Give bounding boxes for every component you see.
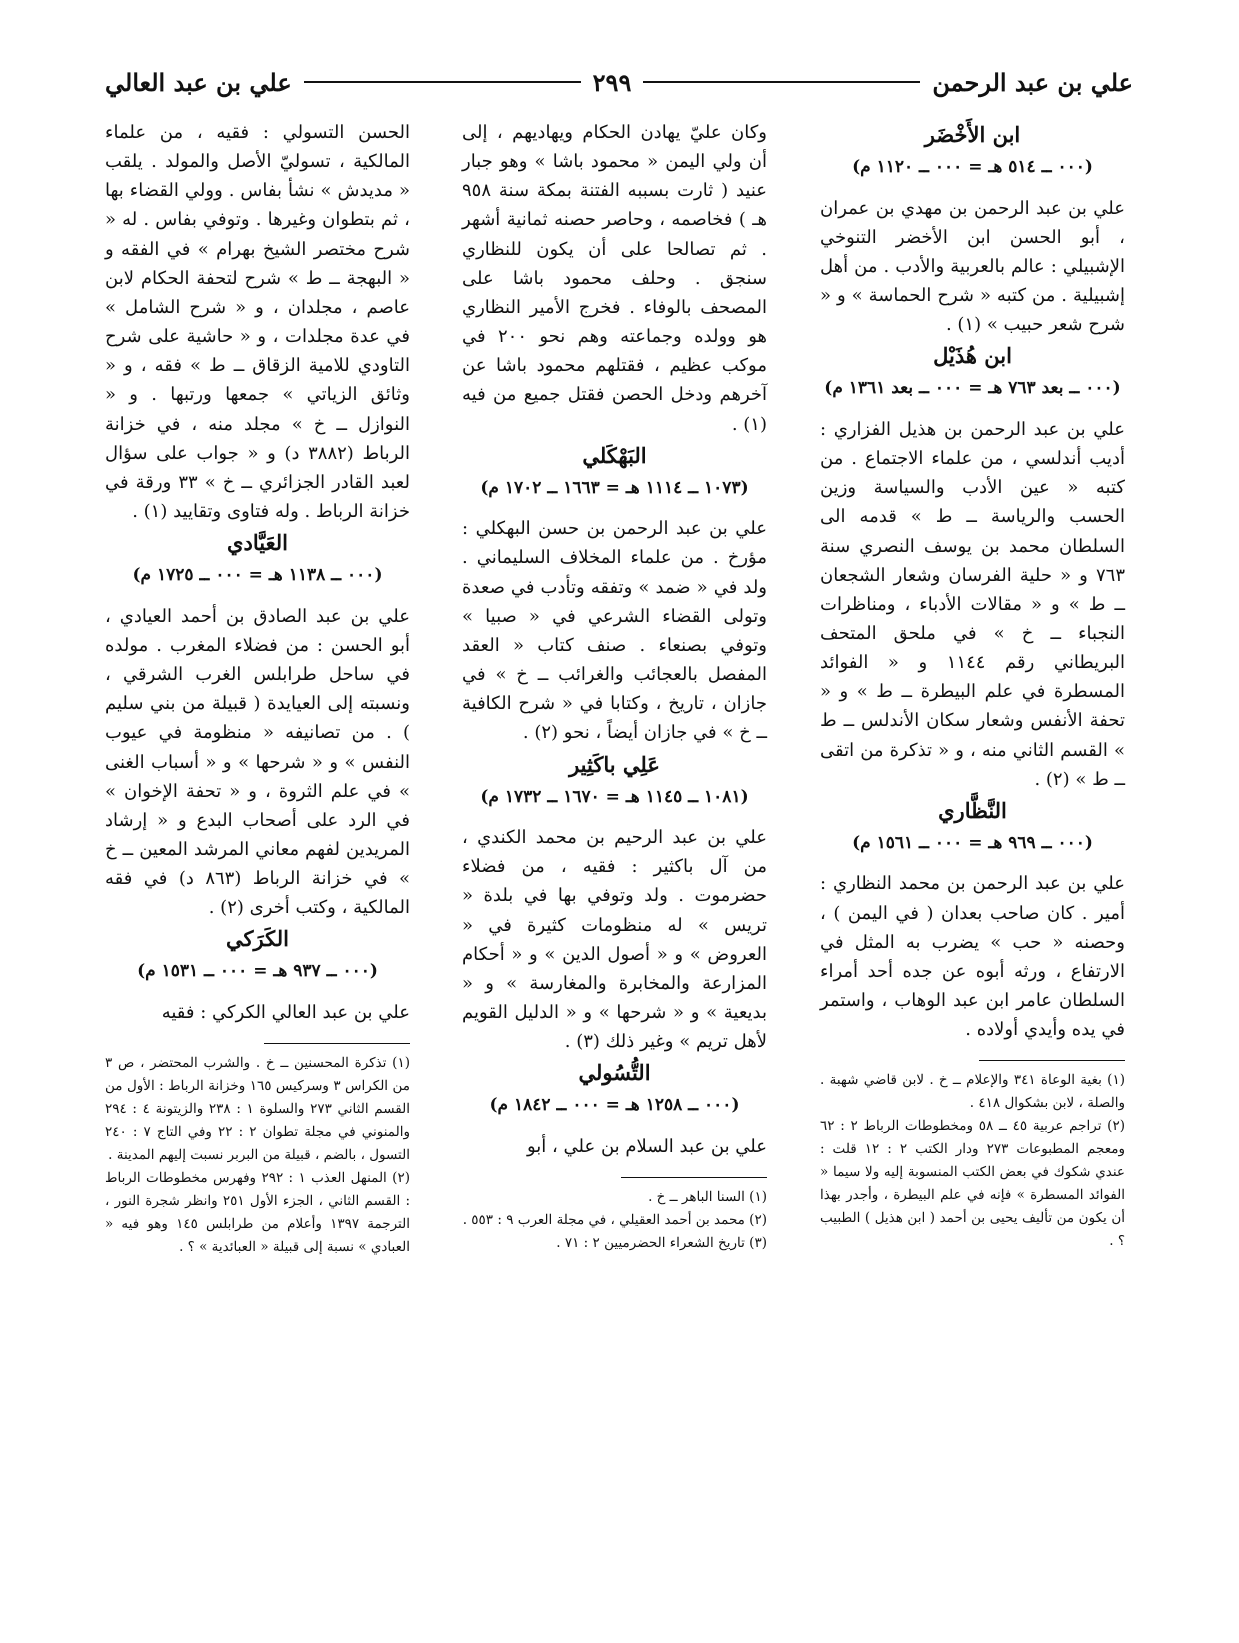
- entry-title: التُّسُولي: [578, 1060, 651, 1086]
- header-left-heading: علي بن عبد العالي: [105, 67, 292, 97]
- entry-body: علي بن عبد السلام بن علي ، أبو: [526, 1135, 767, 1157]
- header-right-heading: علي بن عبد الرحمن: [932, 67, 1133, 97]
- footnote: (٢) المنهل العذب ١ : ٢٩٢ وفهرس مخطوطات الرباط : القسم الثاني ، الجزء الأول ٢٥١ وانظر شجرة النور ، الترجمة ١٣٩٧ وأعلام من طرابلس ١٤٥ وهو فيه « العبادي » نسبة إلى قبيلة « العبائدية » ؟ .: [105, 1169, 410, 1255]
- entry-body: علي بن عبد الرحمن بن هذيل الفزاري : أديب أندلسي ، من علماء الاجتماع . من كتبه « عين الأدب والسياسة وزين الحسب والرياسة ــ ط » قدمه الى السلطان محمد بن يوسف النصري سنة ٧٦٣ و « حلية الفرسان وشعار الشجعان ــ ط » و « مقالات الأدباء ، ومناظرات النجباء ــ خ » في ملحق المتحف البريطاني رقم ١١٤٤ و « الفوائد المسطرة في علم البيطرة ــ ط » و « تحفة الأنفس وشعار سكان الأندلس ــ ط » القسم الثاني منه ، و « تذكرة من اتقى ــ ط » (٢) .: [820, 418, 1126, 790]
- entry-body: علي بن عبد العالي الكركي : فقيه: [161, 1002, 410, 1023]
- column-left: [105, 118, 410, 1259]
- entry-title: الكَرَكي: [226, 926, 289, 952]
- column-middle: [462, 118, 767, 1255]
- entry-dates: (٠٠٠ ــ ١٢٥٨ هـ = ٠٠٠ ــ ١٨٤٢ م): [489, 1095, 740, 1116]
- entry-dates: (٠٠٠ ــ بعد ٧٦٣ هـ = ٠٠٠ ــ بعد ١٣٦١ م): [824, 378, 1121, 399]
- entry-title: البَهْكَلي: [582, 442, 647, 468]
- footnote: (٢) تراجم عربية ٤٥ ــ ٥٨ ومخطوطات الرباط ٢ : ٦٢ ومعجم المطبوعات ٢٧٣ ودار الكتب ٢ : ١٢ قلت : عندي شكوك في بعض الكتب المنسوبة إليه ولا سيما « الفوائد المسطرة » فإنه في علم البيطرة ، وأجدر بهذا أن يكون من تأليف يحيى بن أحمد ( ابن هذيل ) الطبيب ؟ .: [820, 1118, 1126, 1249]
- entry-body: علي بن عبد الرحيم بن محمد الكندي ، من آل باكثير : فقيه ، من فضلاء حضرموت . ولد وتوفي بها في بلدة « تريس » له منظومات كثيرة في « العروض » و « أصول الدين » و « أحكام المزارعة والمخابرة والمغارسة » و « بديعية » و « شرحها » و « الدليل القويم لأهل تريم » وغير ذلك (٣) .: [462, 827, 767, 1053]
- entry-continuation: الحسن التسولي : فقيه ، من علماء المالكية ، تسوليّ الأصل والمولد . يلقب « مديدش » نشأ بفاس . وولي القضاء بها ، ثم بتطوان وغيرها . وتوفي بفاس . له « شرح مختصر الشيخ بهرام » في الفقه و « البهجة ــ ط » شرح لتحفة الحكام لابن عاصم ، مجلدان ، و « شرح الشامل » في عدة مجلدات ، و « حاشية على شرح التاودي للامية الزقاق ــ ط » فقه ، و « وثائق الزياتي » جمعها ورتبها . و « النوازل ــ خ » مجلد منه ، في خزانة الرباط (٣٨٨٢ د) و « جواب على سؤال لعبد القادر الجزائري ــ خ » ٣٣ ورقة في خزانة الرباط . وله فتاوى وتقاييد (١) .: [105, 122, 410, 523]
- entry-dates: (٠٠٠ ــ ٩٣٧ هـ = ٠٠٠ ــ ١٥٣١ م): [137, 961, 378, 982]
- entry-body: علي بن عبد الصادق بن أحمد العيادي ، أبو الحسن : من فضلاء المغرب . مولده في ساحل طرابلس الغرب الشرقي ، ونسبته إلى العيايدة ( قبيلة من بني سليم ) . من تصانيفه « منظومة في عيوب النفس » و « شرحها » و « أسباب الغنى » في علم الثروة ، و « تحفة الإخوان » في الرد على أصحاب البدع و « إرشاد المريدين لفهم معاني المرشد المعين ــ خ » في خزانة الرباط (٨٦٣ د) في فقه المالكية ، وكتب أخرى (٢) .: [105, 605, 411, 919]
- running-header: [105, 62, 1133, 102]
- footnote: (١) بغية الوعاة ٣٤١ والإعلام ــ خ . لابن قاضي شهبة . والصلة ، لابن بشكوال ٤١٨ .: [820, 1072, 1125, 1112]
- page-number: ٢٩٩: [592, 67, 632, 97]
- entry-title: ابن هُذَيْل: [933, 343, 1012, 369]
- footnote-rule: [621, 1177, 767, 1178]
- entry-title: العَيَّادي: [227, 530, 288, 556]
- entry-title: عَلِي باكَثِير: [569, 751, 660, 777]
- header-rule-right: [643, 81, 920, 83]
- entry-body: علي بن عبد الرحمن بن حسن البهكلي : مؤرخ . من علماء المخلاف السليماني . ولد في « ضمد » وتفقه وتأدب في صعدة وتولى القضاء الشرعي في « صبيا » وتوفي بصنعاء . صنف كتاب « العقد المفصل بالعجائب والغرائب ــ خ » في جازان ، تاريخ ، وكتابا في « شرح الكافية ــ خ » في جازان أيضاً ، نحو (٢) .: [462, 518, 767, 744]
- header-rule-left: [304, 81, 581, 83]
- footnote-rule: [264, 1043, 410, 1044]
- entry-body: علي بن عبد الرحمن بن محمد النظاري : أمير . كان صاحب بعدان ( في اليمن ) ، وحصنه « حب » يضرب به المثل في الارتفاع ، ورثه أبوه عن جده أحد أمراء السلطان عامر ابن عبد الوهاب ، واستمر في يده وأيدي أولاده .: [820, 873, 1125, 1041]
- entry-continuation: وكان عليّ يهادن الحكام ويهاديهم ، إلى أن ولي اليمن « محمود باشا » وهو جبار عنيد ( ثارت بسببه الفتنة بمكة سنة ٩٥٨ هـ ) فخاصمه ، وحاصر حصنه ثمانية أشهر . ثم تصالحا على أن يكون للنظاري سنجق . وحلف محمود باشا على المصحف بالوفاء . فخرج الأمير النظاري هو وولده وجماعته وهم نحو ٢٠٠ في موكب عظيم ، فقتلهم محمود باشا عن آخرهم ودخل الحصن فقتل جميع من فيه (١) .: [462, 122, 767, 435]
- entry-dates: (٠٠٠ ــ ٥١٤ هـ = ٠٠٠ ــ ١١٢٠ م): [852, 157, 1093, 178]
- footnote: (١) تذكرة المحسنين ــ خ . والشرب المحتضر ، ص ٣ من الكراس ٣ وسركيس ١٦٥ وخزانة الرباط : الأول من القسم الثاني ٢٧٣ والسلوة ١ : ٢٣٨ والزيتونة ٤ : ٢٩٤ والمنوني في مجلة تطوان ٢ : ٢٢ وفي التاج ٧ : ٢٤٠ التسول ، بالضم ، قبيلة من البربر نسبت إليهم المدينة .: [105, 1055, 410, 1163]
- footnote-rule: [979, 1060, 1125, 1061]
- entry-dates: (١٠٨١ ــ ١١٤٥ هـ = ١٦٧٠ ــ ١٧٣٢ م): [480, 786, 749, 807]
- entry-title: النَّظَّاري: [938, 797, 1007, 823]
- footnote: (٢) محمد بن أحمد العقيلي ، في مجلة العرب ٩ : ٥٥٣ .: [462, 1211, 767, 1228]
- footnote: (١) السنا الباهر ــ خ .: [648, 1189, 767, 1206]
- footnote: (٣) تاريخ الشعراء الحضرميين ٢ : ٧١ .: [556, 1234, 767, 1251]
- entry-body: علي بن عبد الرحمن بن مهدي بن عمران ، أبو الحسن ابن الأخضر التنوخي الإشبيلي : عالم بالعربية والأدب . من أهل إشبيلية . من كتبه « شرح الحماسة » و « شرح شعر حبيب » (١) .: [820, 197, 1125, 336]
- entry-dates: (٠٠٠ ــ ١١٣٨ هـ = ٠٠٠ ــ ١٧٢٥ م): [132, 565, 383, 586]
- entry-dates: (٠٠٠ ــ ٩٦٩ هـ = ٠٠٠ ــ ١٥٦١ م): [852, 832, 1093, 853]
- entry-title: ابن الأَخْضَر: [924, 122, 1021, 147]
- entry-dates: (١٠٧٣ ــ ١١١٤ هـ = ١٦٦٣ ــ ١٧٠٢ م): [480, 477, 749, 498]
- column-right: [820, 118, 1125, 1253]
